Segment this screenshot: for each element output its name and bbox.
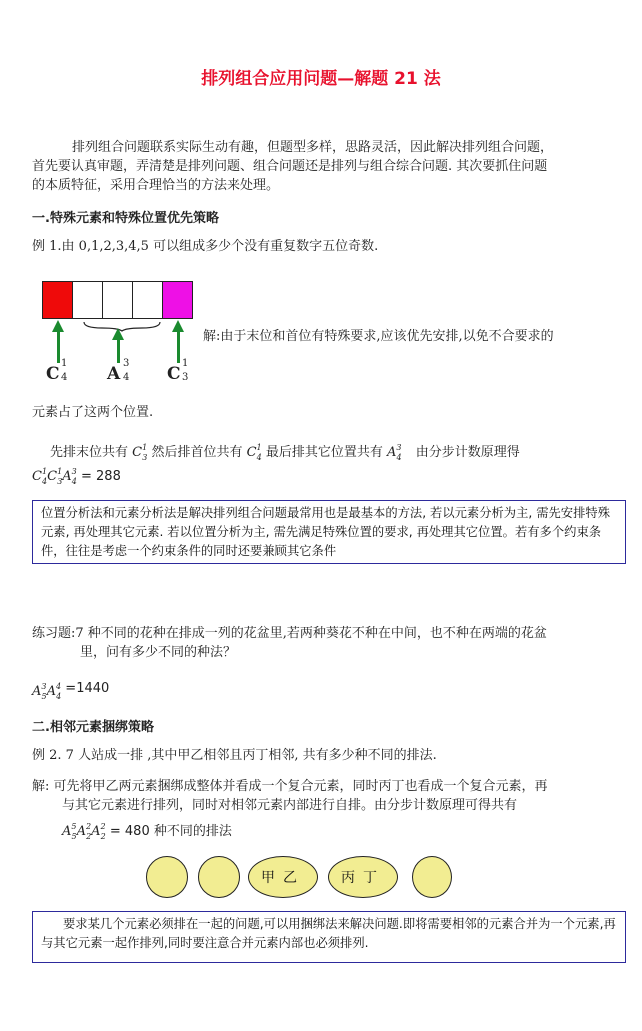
- formula-product: $C^1_4C^1_3A^3_4$: [32, 467, 77, 486]
- step-c: 最后排其它位置共有: [265, 445, 383, 460]
- exercise-result: $A^3_5A^4_4 =1440$: [32, 681, 110, 701]
- tip-box-2: 要求某几个元素必须排在一起的问题,可以用捆绑法来解决问题.即将需要相邻的元素合并为一个元素,再与其它元素一起作排列,同时要注意合并元素内部也必须排列.: [32, 911, 626, 963]
- solution-line-1: 解: 可先将甲乙两元素捆绑成整体并看成一个复合元素，同时丙丁也看成一个复合元素，再: [32, 779, 548, 794]
- formula-c31: $C^1_3$: [132, 443, 148, 462]
- exercise-line-2: 里，问有多少不同的种法？: [80, 645, 237, 660]
- arrow-shaft: [177, 331, 180, 363]
- tip-box-1: 位置分析法和元素分析法是解决排列组合问题最常用也是最基本的方法, 若以元素分析为主, 需先安排特殊元素, 再处理其它元素. 若以位置分析为主, 需先满足特殊位置的要求, 再处理其它位置。若有多个约束条件，往往是考虑一个约束条件的同时还要兼顾其它条件: [32, 500, 626, 564]
- label-a43: A 3 4: [107, 358, 130, 384]
- solution-line-2: 与其它元素进行排列，同时对相邻元素内部进行自排。由分步计数原理可得共有: [62, 798, 518, 813]
- label-c41: C 1 4: [46, 358, 68, 384]
- label-c31: C 1 3: [167, 358, 189, 384]
- cell-first: [42, 281, 73, 319]
- example-2: 例 2. 7 人站成一排 ,其中甲乙相邻且丙丁相邻, 共有多少种不同的排法.: [32, 748, 437, 763]
- cell-3: [102, 281, 133, 319]
- explanation-line-1: 解:由于末位和首位有特殊要求,应该优先安排,以免不合要求的: [203, 329, 554, 344]
- formula-c41: $C^1_4$: [246, 443, 262, 462]
- step-a: 先排末位共有: [50, 445, 129, 460]
- intro-line-2: 首先要认真审题，弄清楚是排列问题、组合问题还是排列与组合综合问题. 其次要抓住问题: [32, 159, 548, 174]
- step-b: 然后排首位共有: [151, 445, 243, 460]
- exercise-line-1: 练习题:7 种不同的花种在排成一列的花盆里,若两种葵花不种在中间，也不种在两端的花盆: [32, 626, 547, 641]
- arrow-shaft: [57, 331, 60, 363]
- element-circle: [412, 856, 452, 898]
- formula-a43: $A^3_4$: [387, 443, 402, 462]
- formula-a55-a22-a22: $A^5_5A^2_2A^2_2$: [62, 822, 106, 841]
- section-1-heading: 一.特殊元素和特殊位置优先策略: [32, 211, 219, 226]
- example-1: 例 1.由 0,1,2,3,4,5 可以组成多少个没有重复数字五位奇数.: [32, 239, 379, 254]
- result-line: [32, 462, 121, 491]
- element-circle-bing-ding: 丙丁: [328, 856, 398, 898]
- cell-last: [162, 281, 193, 319]
- intro-line-3: 的本质特征，采用合理恰当的方法来处理。: [32, 178, 280, 193]
- explanation-line-2: 元素占了这两个位置.: [32, 405, 154, 420]
- section-2-heading: 二.相邻元素捆绑策略: [32, 720, 154, 735]
- element-circle: [198, 856, 240, 898]
- cell-4: [132, 281, 163, 319]
- intro-line-1: 排列组合问题联系实际生动有趣，但题型多样，思路灵活，因此解决排列组合问题，: [72, 140, 554, 155]
- page-title: 排列组合应用问题—解题 21 法: [201, 69, 441, 89]
- result-value: = 288: [81, 469, 121, 484]
- element-circle-jia-yi: 甲乙: [248, 856, 318, 898]
- step-d: 由分步计数原理得: [415, 445, 520, 460]
- cell-2: [72, 281, 103, 319]
- solution-result: $A^5_5A^2_2A^2_2 = 480$ 种不同的排法: [62, 822, 232, 841]
- element-circle: [146, 856, 188, 898]
- formula-a53-a44: $A^3_5A^4_4$: [32, 682, 62, 701]
- arrow-shaft: [117, 339, 120, 363]
